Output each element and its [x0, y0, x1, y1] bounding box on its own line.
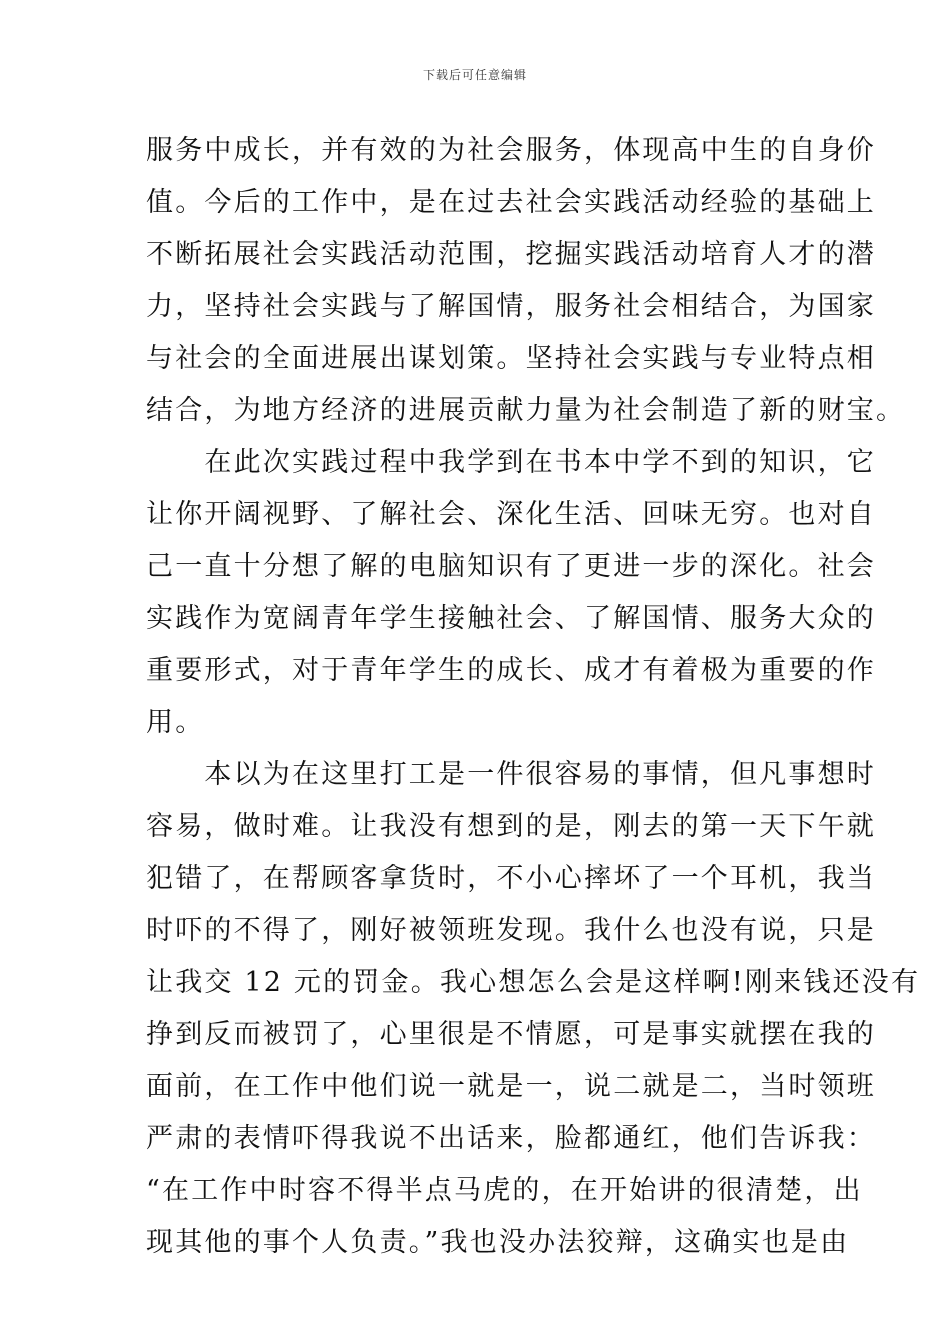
- text-line: 用。: [146, 707, 205, 738]
- text-line: 挣到反而被罚了，心里很是不情愿，可是事实就摆在我的: [146, 1019, 876, 1050]
- text-line: 实践作为宽阔青年学生接触社会、了解国情、服务大众的: [146, 603, 876, 634]
- text-line: 时吓的不得了，刚好被领班发现。我什么也没有说，只是: [146, 915, 876, 946]
- text-line: 不断拓展社会实践活动范围，挖掘实践活动培育人才的潜: [146, 239, 876, 270]
- body-text: [146, 128, 921, 1272]
- text-line: 让我交 12 元的罚金。我心想怎么会是这样啊!刚来钱还没有: [146, 967, 921, 998]
- text-line: “在工作中时容不得半点马虎的，在开始讲的很清楚，出: [146, 1175, 863, 1206]
- text-line: 犯错了，在帮顾客拿货时，不小心摔坏了一个耳机，我当: [146, 863, 876, 894]
- text-line: 面前，在工作中他们说一就是一，说二就是二，当时领班: [146, 1071, 876, 1102]
- text-line: 力，坚持社会实践与了解国情，服务社会相结合，为国家: [146, 291, 876, 322]
- text-line: 现其他的事个人负责。”我也没办法狡辩，这确实也是由: [146, 1227, 850, 1258]
- text-line: 容易，做时难。让我没有想到的是，刚去的第一天下午就: [146, 811, 876, 842]
- text-line: 值。今后的工作中，是在过去社会实践活动经验的基础上: [146, 187, 876, 218]
- text-line: 重要形式，对于青年学生的成长、成才有着极为重要的作: [146, 655, 876, 686]
- text-line: 与社会的全面进展出谋划策。坚持社会实践与专业特点相: [146, 343, 876, 374]
- text-line: 己一直十分想了解的电脑知识有了更进一步的深化。社会: [146, 551, 876, 582]
- text-line: 服务中成长，并有效的为社会服务，体现高中生的自身价: [146, 135, 876, 166]
- text-line: 让你开阔视野、了解社会、深化生活、回味无穷。也对自: [146, 499, 876, 530]
- paragraph-start-line: 在此次实践过程中我学到在书本中学不到的知识，它: [146, 447, 876, 478]
- text-line: 结合，为地方经济的进展贡献力量为社会制造了新的财宝。: [146, 395, 906, 426]
- text-line: 严肃的表情吓得我说不出话来，脸都通红，他们告诉我：: [146, 1123, 876, 1154]
- paragraph-start-line: 本以为在这里打工是一件很容易的事情，但凡事想时: [146, 759, 876, 790]
- header-note: 下载后可任意编辑: [422, 68, 527, 82]
